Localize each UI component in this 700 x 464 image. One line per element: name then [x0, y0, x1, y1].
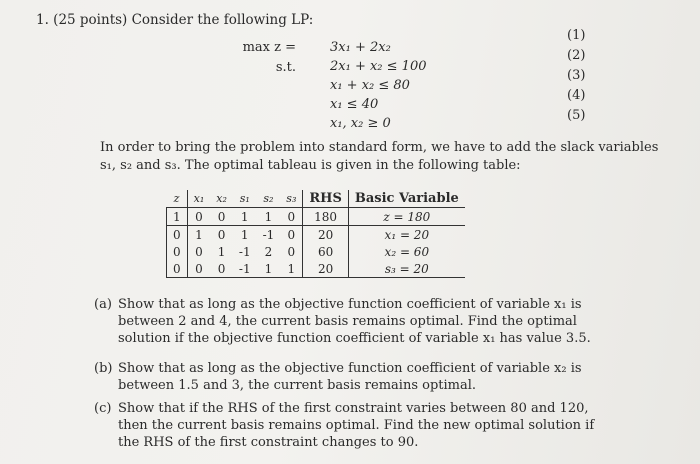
- table-cell: 0: [217, 227, 226, 242]
- tableau-header-z: z: [167, 190, 188, 208]
- eq-number-4: (4): [567, 88, 586, 103]
- tableau-header-x2: x₂: [210, 190, 233, 208]
- tableau-header-rhs: RHS: [303, 190, 348, 208]
- eq-number-1: (1): [567, 28, 586, 43]
- table-cell: 1: [233, 208, 257, 226]
- part-c-text: Show that if the RHS of the first constraint varies between 80 and 120, then the current basis remains optimal. Find the new optimal solution if the RHS of the first constraint changes to 90.: [118, 401, 595, 450]
- table-cell: 1: [167, 208, 188, 226]
- table-row: [167, 226, 465, 244]
- table-cell: 0: [167, 243, 188, 260]
- table-cell: 180: [303, 208, 348, 226]
- part-b-text: Show that as long as the objective function coefficient of variable x₂ is between 1.5 and 3, the current basis remains optimal.: [118, 361, 582, 393]
- tableau-header-x1: x₁: [187, 190, 210, 208]
- constraint-2-expr: x₁ + x₂ ≤ 80: [330, 78, 410, 93]
- tableau-header-basic: Basic Variable: [348, 190, 464, 208]
- table-cell: 20: [303, 260, 348, 278]
- intro-line-1: In order to bring the problem into standard form, we have to add the slack variables: [100, 140, 659, 155]
- table-cell: 0: [287, 244, 296, 259]
- table-cell: 1: [217, 244, 226, 259]
- intro-line-2: s₁, s₂ and s₃. The optimal tableau is given in the following table:: [100, 158, 521, 173]
- part-b-label: (b): [94, 361, 113, 376]
- part-a-text: Show that as long as the objective function coefficient of variable x₁ is between 2 and 4, the current basis remains optimal. Find the optimal solution if the objective function coefficient of variable x₁ has value 3.5.: [118, 297, 591, 346]
- eq-number-5: (5): [567, 108, 586, 123]
- table-cell: 0: [167, 226, 188, 244]
- table-cell: x₁ = 20: [348, 226, 464, 244]
- table-cell: 0: [167, 260, 188, 278]
- table-cell: x₂ = 60: [348, 243, 464, 260]
- table-cell: 1: [257, 260, 281, 278]
- table-cell: -1: [262, 227, 275, 242]
- constraint-3-expr: x₁ ≤ 40: [330, 97, 379, 112]
- part-c-label: (c): [94, 401, 112, 416]
- eq-number-2: (2): [567, 48, 586, 63]
- table-cell: 0: [187, 243, 210, 260]
- st-label: s.t.: [275, 60, 296, 75]
- table-cell: 1: [187, 226, 210, 244]
- table-cell: z = 180: [348, 208, 464, 226]
- table-cell: 1: [280, 260, 303, 278]
- table-cell: 0: [210, 208, 233, 226]
- table-row: [167, 243, 465, 260]
- table-row: [167, 260, 465, 278]
- table-cell: 1: [240, 227, 249, 242]
- max-label: max z =: [242, 40, 296, 55]
- table-cell: 1: [257, 208, 281, 226]
- eq-number-3: (3): [567, 68, 586, 83]
- table-cell: -1: [233, 260, 257, 278]
- optimal-tableau: [166, 190, 465, 278]
- problem-heading: 1. (25 points) Consider the following LP:: [36, 12, 314, 28]
- part-a-label: (a): [94, 297, 112, 312]
- tableau-header-row: [167, 190, 465, 208]
- table-cell: 0: [187, 260, 210, 278]
- table-cell: 0: [187, 208, 210, 226]
- table-cell: 60: [303, 243, 348, 260]
- table-cell: 2: [264, 244, 273, 259]
- tableau-header-s1: s₁: [233, 190, 257, 208]
- table-cell: 20: [303, 226, 348, 244]
- table-row: [167, 208, 465, 226]
- nonneg-expr: x₁, x₂ ≥ 0: [330, 116, 391, 131]
- table-cell: 0: [210, 260, 233, 278]
- tableau-header-s3: s₃: [280, 190, 303, 208]
- table-cell: s₃ = 20: [348, 260, 464, 278]
- table-cell: 0: [287, 227, 296, 242]
- objective-expr: 3x₁ + 2x₂: [330, 40, 391, 55]
- constraint-1-expr: 2x₁ + x₂ ≤ 100: [330, 59, 427, 74]
- table-cell: 0: [280, 208, 303, 226]
- tableau-header-s2: s₂: [257, 190, 281, 208]
- table-cell: -1: [238, 244, 251, 259]
